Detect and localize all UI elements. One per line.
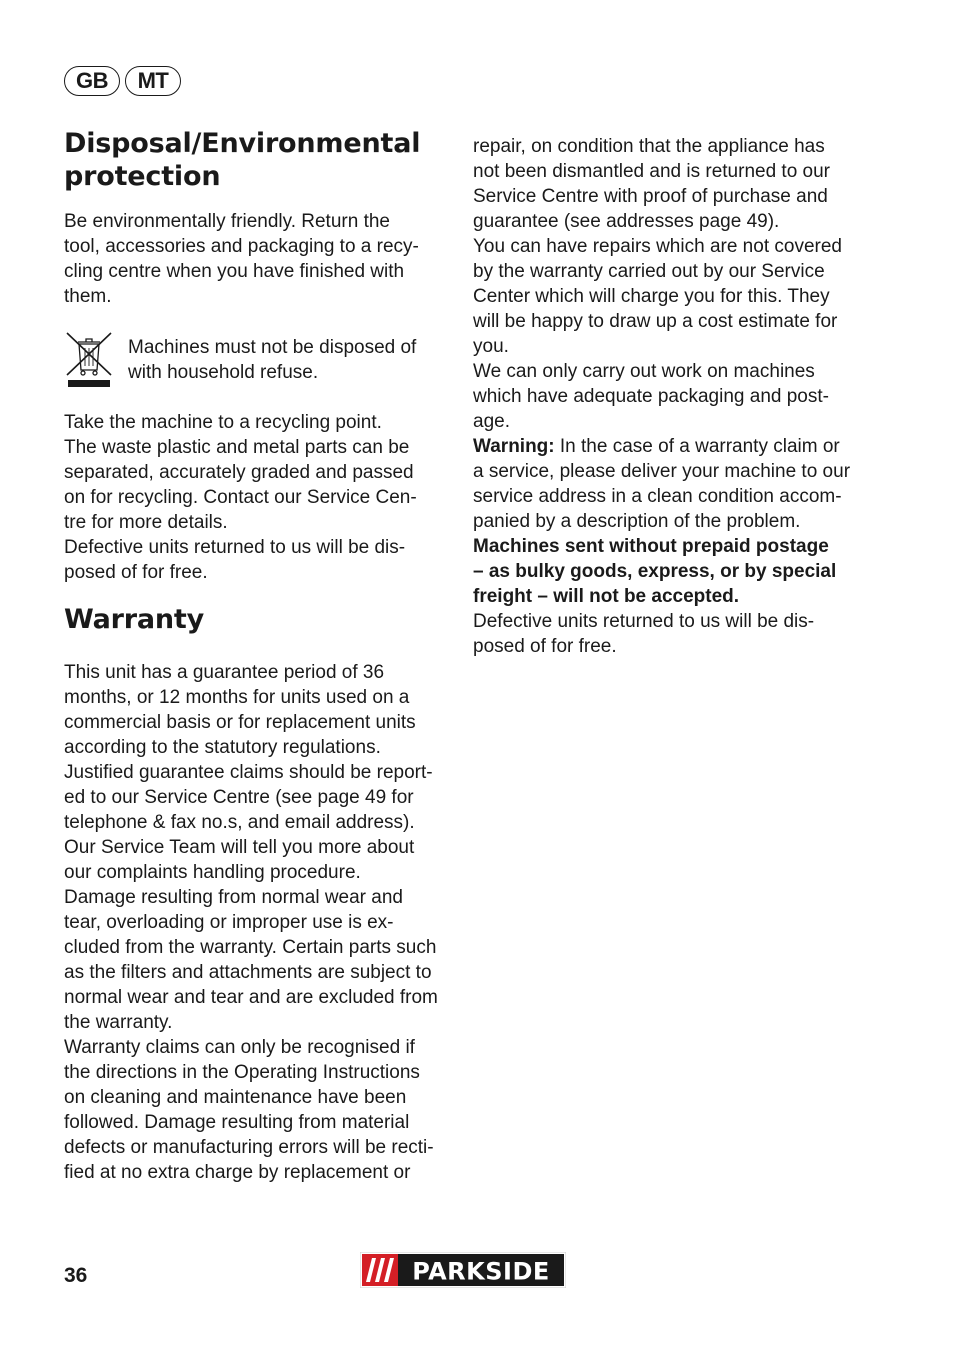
- disposal-intro: Be environmentally friendly. Return the tool, accessories and packaging to a recy- cling centre when you have finished with them.: [64, 211, 419, 307]
- disposal-heading: Disposal/Environmental protection: [64, 128, 421, 192]
- lang-badge-mt: MT: [125, 66, 181, 96]
- brand-text: PARKSIDE: [412, 1257, 550, 1286]
- warranty-body-left: This unit has a guarantee period of 36 months, or 12 months for units used on a commercial basis or for replacement units according to the statutory regulations. Justified guarantee claims should be report- ed to our Service Centre (see page 49 for telephone & fax no.s, and email address). Our Service Team will tell you more about our complaints handling procedure. Damage resulting from normal wear and tear, overloading or improper use is ex- cluded from the warranty. Certain parts such as the filters and attachments are subject to normal wear and tear and are excluded from the warranty. Warranty claims can only be recognised if the directions in the Operating Instructions on cleaning and maintenance have been followed. Damage resulting from material defects or manufacturing errors will be recti- fied at no extra charge by replacement or: [64, 662, 438, 1183]
- lang-badge-gb: GB: [64, 66, 120, 96]
- warranty-heading: Warranty: [64, 604, 205, 635]
- warranty-body-right: repair, on condition that the appliance has not been dismantled and is returned to our Service Centre with proof of purchase and guarantee (see addresses page 49). You can have repairs which are not covered by the warranty carried out by our Service Center which will charge you for this. They will be happy to draw up a cost estimate for you. We can only carry out work on machines which have adequate packaging and post- age. Warning: In the case of a warranty claim or a service, please deliver your machine to our service address in a clean condition accom- panied by a description of the problem. Machines sent without prepaid postage – as bulky goods, express, or by special freight – will not be accepted. Defective units returned to us will be dis- posed of for free.: [473, 134, 873, 659]
- page-number: 36: [64, 1264, 88, 1287]
- disposal-body: Take the machine to a recycling point. The waste plastic and metal parts can be separated, accurately graded and passed on for recycling. Contact our Service Cen- tre for more details. Defective units returned to us will be dis- posed of for free.: [64, 412, 417, 583]
- warning-paragraph: Warning: In the case of a warranty claim or: [473, 436, 840, 457]
- crossed-bin-icon: [64, 330, 114, 390]
- language-badges: [64, 66, 181, 96]
- bold-notice-line: freight – will not be accepted.: [473, 586, 740, 607]
- bold-notice-line: Machines sent without prepaid postage: [473, 536, 829, 557]
- parkside-logo: [360, 1252, 566, 1288]
- warning-label: Warning:: [473, 436, 555, 457]
- bold-notice-line: – as bulky goods, express, or by special: [473, 561, 837, 582]
